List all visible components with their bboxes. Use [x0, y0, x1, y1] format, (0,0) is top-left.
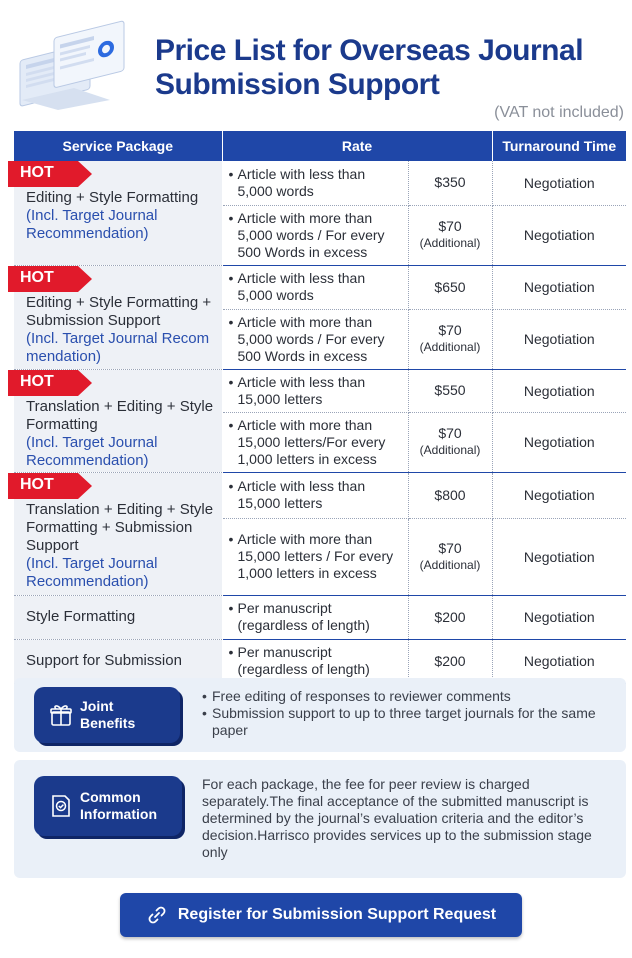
rate-text: Article with more than 15,000 letters/For every 1,000 letters in excess: [237, 416, 386, 467]
link-icon: [146, 904, 168, 926]
common-information-text: For each package, the fee for peer review is charged separately.The final acceptance of the submitted manuscript is determined by the journal’s evaluation criteria and the editor’s decision.Harrisco provides services up to the submission stage only: [202, 776, 592, 860]
rate-text: Article with more than 5,000 words / For every 500 Words in excess: [237, 313, 385, 364]
rate-text: Article with more than 15,000 letters / For every 1,000 letters in excess: [237, 531, 394, 581]
register-request-button[interactable]: [120, 893, 522, 937]
register-request-label: Register for Submission Support Request: [177, 906, 497, 923]
price-value: $70: [438, 322, 462, 338]
bullet: •: [228, 644, 234, 660]
package-cell: [14, 265, 222, 369]
label-line: Common: [80, 789, 141, 805]
rate-text: Per manuscript (regardless of length): [237, 600, 370, 633]
bullet: •: [228, 478, 234, 494]
price-value: $200: [434, 652, 466, 669]
package-note: (Incl. Target Journal Recom mendation): [26, 329, 210, 365]
turnaround-cell: Negotiation: [492, 639, 626, 683]
rate-description: [222, 309, 408, 369]
turnaround-cell: Negotiation: [492, 472, 626, 518]
rate-text: Article with less than 5,000 words: [237, 270, 366, 303]
price-value: $70: [438, 539, 462, 556]
package-name: Translation + Editing + Style Formatting: [26, 397, 214, 433]
price-note: (Additional): [419, 340, 481, 354]
hot-badge: [8, 473, 92, 499]
bullet: •: [228, 416, 234, 433]
benefit-text: Free editing of responses to reviewer comments: [212, 688, 511, 704]
table-row: [14, 472, 626, 518]
price-value: $200: [434, 608, 466, 625]
hot-label: HOT: [20, 372, 54, 390]
price-value: $70: [438, 218, 462, 234]
header-rate: Rate: [222, 131, 492, 161]
turnaround-cell: Negotiation: [492, 161, 626, 205]
page-title: [155, 34, 625, 102]
rate-description: [222, 595, 408, 639]
price-cell: [408, 265, 492, 309]
price-value: $650: [434, 278, 466, 295]
bullet: •: [228, 600, 234, 616]
turnaround-cell: Negotiation: [492, 595, 626, 639]
common-information-panel: [14, 760, 626, 878]
rate-description: [222, 639, 408, 683]
common-information-label: [80, 789, 157, 823]
price-note: (Additional): [419, 236, 481, 250]
benefit-text: Submission support to up to three target journals for the same paper: [212, 705, 596, 738]
price-cell: [408, 309, 492, 369]
list-item: [202, 705, 614, 739]
price-cell: [408, 472, 492, 518]
rate-text: Article with more than 5,000 words / For every 500 Words in excess: [237, 209, 385, 260]
price-cell: [408, 639, 492, 683]
package-cell: [14, 595, 222, 639]
rate-text: Article with less than 15,000 letters: [237, 373, 366, 407]
price-note: (Additional): [419, 443, 481, 457]
joint-benefits-label: [80, 698, 135, 732]
document-check-icon: [48, 793, 74, 819]
price-cell: [408, 205, 492, 265]
package-cell: [14, 161, 222, 265]
rate-description: [222, 369, 408, 412]
rate-description: [222, 472, 408, 518]
label-line: Benefits: [80, 715, 136, 731]
rate-description: [222, 161, 408, 205]
turnaround-cell: Negotiation: [492, 265, 626, 309]
rate-description: [222, 205, 408, 265]
rate-description: [222, 518, 408, 595]
package-note: (Incl. Target Journal Recommendation): [26, 554, 158, 590]
price-value: $550: [434, 382, 466, 398]
package-name: Editing + Style Formatting: [26, 189, 199, 206]
rate-description: [222, 265, 408, 309]
hot-badge: [8, 266, 92, 292]
bullet: •: [228, 373, 234, 390]
price-cell: [408, 595, 492, 639]
price-value: $350: [434, 174, 466, 191]
joint-benefits-badge: [34, 687, 180, 743]
header-turnaround: Turnaround Time: [492, 131, 626, 161]
price-cell: [408, 412, 492, 472]
table-header-row: [14, 131, 626, 161]
hot-label: HOT: [20, 475, 54, 493]
package-note: (Incl. Target Journal Recommendation): [26, 433, 158, 469]
package-name: Editing + Style Formatting + Submission Support: [26, 293, 212, 329]
title-line-1: Price List for Overseas Journal: [155, 34, 584, 67]
rate-text: Article with less than 15,000 letters: [237, 478, 366, 511]
header-service-package: Service Package: [14, 131, 222, 161]
package-cell: [14, 472, 222, 595]
label-line: Information: [80, 806, 157, 822]
package-note: (Incl. Target Journal Recommendation): [26, 207, 158, 242]
bullet: •: [228, 531, 234, 547]
price-cell: [408, 161, 492, 205]
table-row: [14, 639, 626, 683]
package-name: Support for Submission: [26, 652, 182, 669]
package-name: Style Formatting: [26, 608, 136, 625]
label-line: Joint: [80, 698, 114, 714]
common-information-badge: [34, 776, 182, 836]
bullet: •: [202, 705, 207, 721]
price-value: $70: [438, 425, 462, 441]
rate-description: [222, 412, 408, 472]
vat-note: (VAT not included): [494, 104, 624, 121]
turnaround-cell: Negotiation: [492, 518, 626, 595]
bullet: •: [202, 688, 207, 704]
package-cell: [14, 639, 222, 683]
gift-icon: [48, 702, 74, 728]
package-name: Translation + Editing + Style Formatting + Submission Support: [26, 500, 214, 554]
hot-label: HOT: [20, 268, 54, 286]
bullet: •: [228, 313, 234, 330]
table-row: [14, 161, 626, 205]
table-row: [14, 369, 626, 412]
package-cell: [14, 369, 222, 472]
turnaround-cell: Negotiation: [492, 205, 626, 265]
bullet: •: [228, 165, 234, 182]
table-row: [14, 265, 626, 309]
rate-text: Article with less than 5,000 words: [237, 165, 366, 199]
turnaround-cell: Negotiation: [492, 309, 626, 369]
price-note: (Additional): [419, 557, 481, 572]
hot-badge: [8, 161, 92, 187]
price-cell: [408, 518, 492, 595]
bullet: •: [228, 209, 234, 226]
rate-text: Per manuscript (regardless of length): [237, 644, 370, 677]
turnaround-cell: Negotiation: [492, 369, 626, 412]
hot-label: HOT: [20, 164, 54, 181]
bullet: •: [228, 270, 234, 286]
hot-badge: [8, 370, 92, 396]
title-line-2: Submission Support: [155, 68, 440, 101]
list-item: [202, 688, 614, 705]
turnaround-cell: Negotiation: [492, 412, 626, 472]
joint-benefits-panel: [14, 678, 626, 752]
hero-illustration: [14, 14, 142, 110]
table-row: [14, 595, 626, 639]
price-table: [14, 131, 626, 684]
joint-benefits-list: [202, 688, 614, 739]
price-value: $800: [434, 486, 466, 503]
price-cell: [408, 369, 492, 412]
